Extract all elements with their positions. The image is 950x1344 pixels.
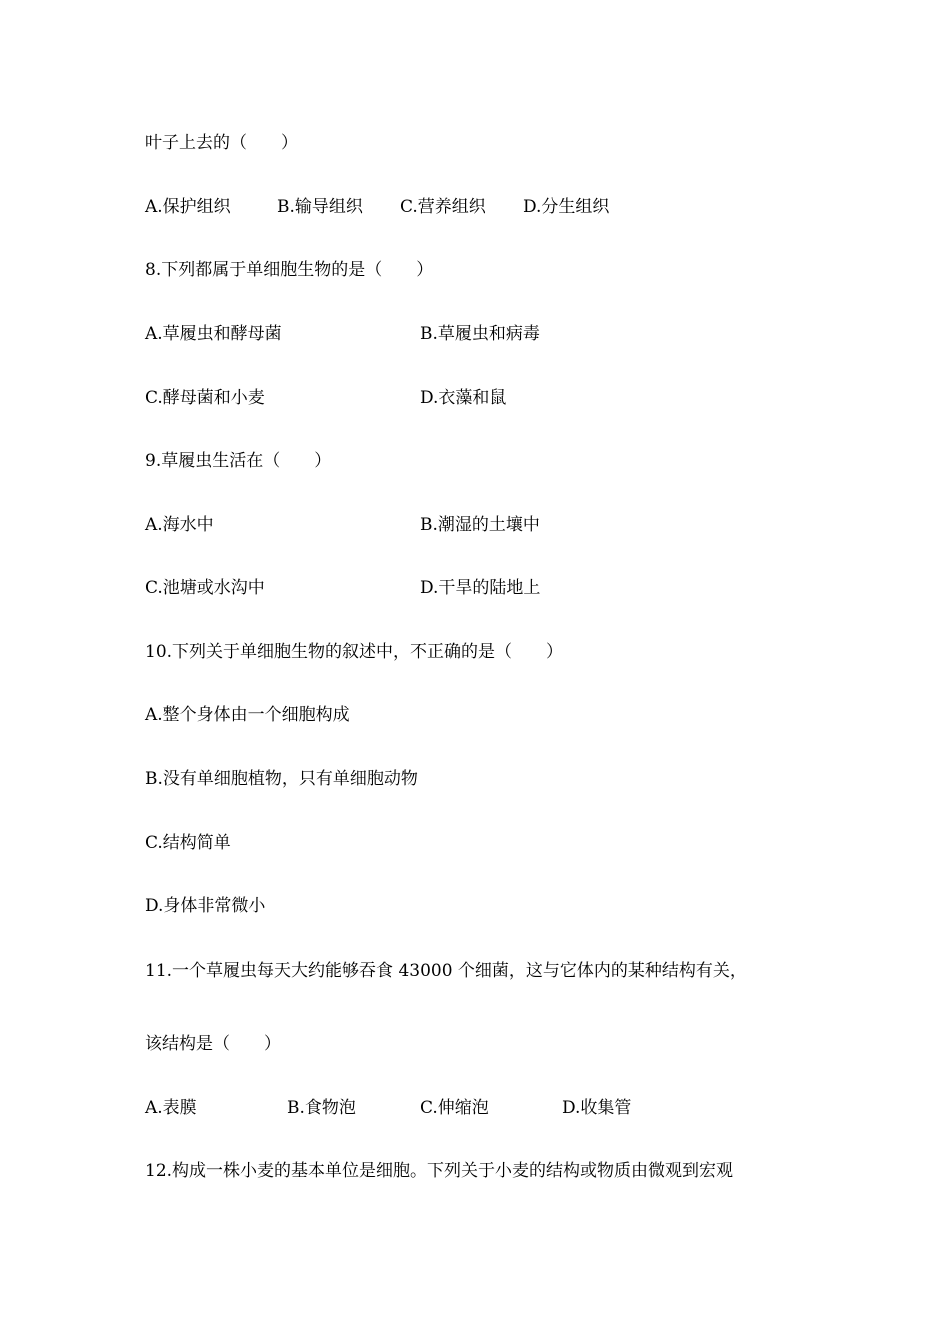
q7-option-d: D.分生组织 — [523, 197, 610, 217]
question-10: 10.下列关于单细胞生物的叙述中，不正确的是（ ） — [145, 642, 564, 662]
question-12: 12.构成一株小麦的基本单位是细胞。下列关于小麦的结构或物质由微观到宏观 — [145, 1161, 734, 1181]
q10-option-b: B.没有单细胞植物，只有单细胞动物 — [145, 769, 418, 789]
q7-option-a: A.保护组织 — [145, 197, 231, 217]
question-9: 9.草履虫生活在（ ） — [145, 451, 332, 471]
question-11: 11.一个草履虫每天大约能够吞食 43000 个细菌，这与它体内的某种结构有关， — [145, 961, 747, 981]
q9-option-b: B.潮湿的土壤中 — [420, 515, 540, 535]
question-7-continuation: 叶子上去的（ ） — [145, 133, 298, 153]
question-8: 8.下列都属于单细胞生物的是（ ） — [145, 260, 434, 280]
q9-option-d: D.干旱的陆地上 — [420, 578, 541, 598]
q8-option-b: B.草履虫和病毒 — [420, 324, 540, 344]
q7-option-b: B.输导组织 — [277, 197, 363, 217]
q8-option-d: D.衣藻和鼠 — [420, 388, 507, 408]
q7-option-c: C.营养组织 — [400, 197, 486, 217]
question-11-continuation: 该结构是（ ） — [145, 1034, 281, 1054]
q11-option-b: B.食物泡 — [287, 1098, 356, 1118]
q10-option-d: D.身体非常微小 — [145, 896, 266, 916]
q11-option-c: C.伸缩泡 — [420, 1098, 489, 1118]
q10-option-c: C.结构简单 — [145, 833, 231, 853]
q8-option-a: A.草履虫和酵母菌 — [145, 324, 282, 344]
q9-option-c: C.池塘或水沟中 — [145, 578, 265, 598]
q11-option-d: D.收集管 — [562, 1098, 632, 1118]
q8-option-c: C.酵母菌和小麦 — [145, 388, 265, 408]
q9-option-a: A.海水中 — [145, 515, 214, 535]
q11-option-a: A.表膜 — [145, 1098, 197, 1118]
q10-option-a: A.整个身体由一个细胞构成 — [145, 705, 350, 725]
